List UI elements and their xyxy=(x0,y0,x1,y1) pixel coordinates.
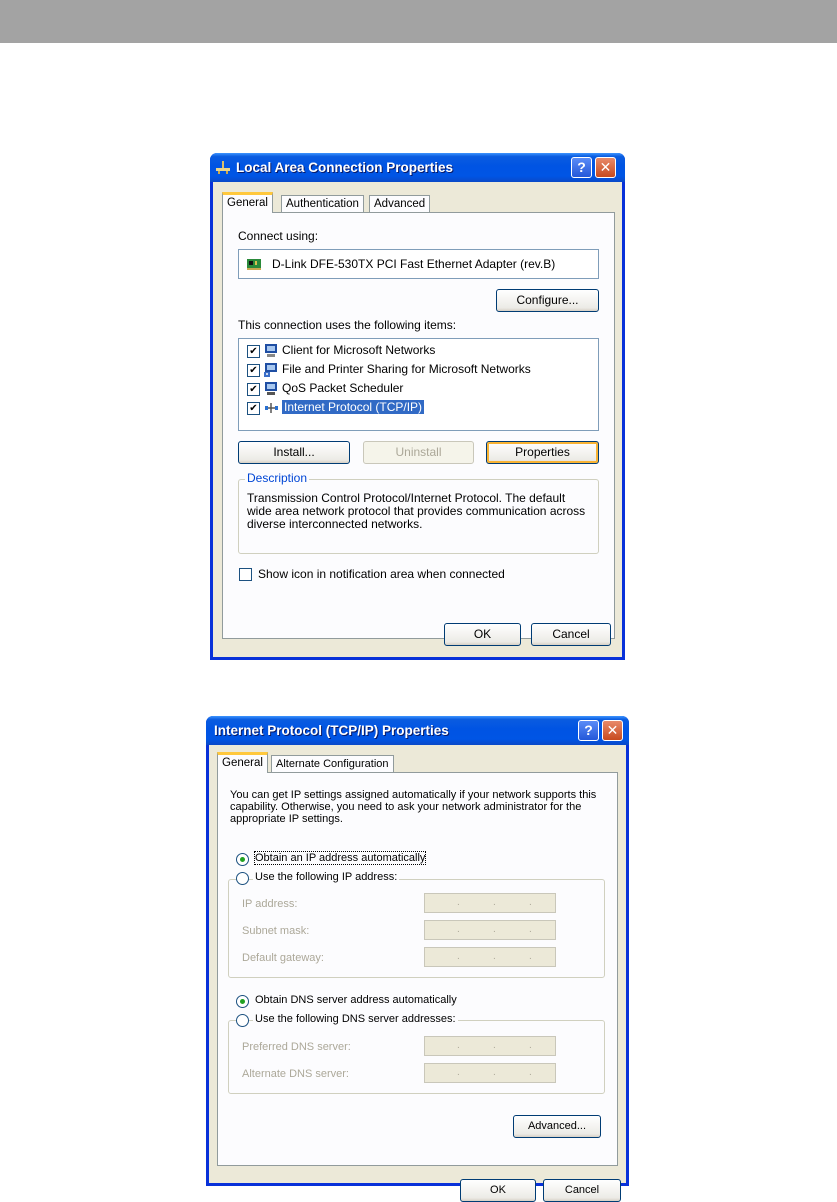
tab-alternate-configuration[interactable]: Alternate Configuration xyxy=(271,755,394,773)
obtain-dns-auto-radio[interactable] xyxy=(236,995,249,1008)
item-checkbox[interactable] xyxy=(247,364,260,377)
tcpip-titlebar[interactable] xyxy=(206,716,629,745)
properties-button[interactable]: Properties xyxy=(486,441,599,464)
default-gateway-field[interactable]: . . . xyxy=(424,947,556,967)
tab-general[interactable]: General xyxy=(217,752,268,773)
install-button[interactable]: Install... xyxy=(238,441,350,464)
obtain-dns-auto-label[interactable]: Obtain DNS server address automatically xyxy=(255,994,457,1006)
lan-properties-window xyxy=(210,153,625,660)
default-gateway-label: Default gateway: xyxy=(242,952,324,964)
top-gray-banner xyxy=(0,0,837,43)
lan-cancel-button[interactable]: Cancel xyxy=(531,623,611,646)
preferred-dns-field[interactable]: . . . xyxy=(424,1036,556,1056)
tcpip-ok-button[interactable]: OK xyxy=(460,1179,536,1202)
tab-advanced[interactable]: Advanced xyxy=(369,195,430,213)
adapter-name: D-Link DFE-530TX PCI Fast Ethernet Adapter (rev.B) xyxy=(272,257,556,271)
intro-text: You can get IP settings assigned automatically if your network supports this capability. Otherwise, you need to ask your network administrator for the appropriate IP settings. xyxy=(230,789,597,825)
lan-general-panel xyxy=(222,212,615,639)
protocol-icon xyxy=(264,400,279,415)
adapter-box xyxy=(238,249,599,279)
description-text: Transmission Control Protocol/Internet Protocol. The default wide area network protocol that provides communication across diverse interconnected networks. xyxy=(247,491,586,531)
obtain-ip-auto-radio[interactable] xyxy=(236,853,249,866)
advanced-button[interactable]: Advanced... xyxy=(513,1115,601,1138)
lan-ok-button[interactable]: OK xyxy=(444,623,521,646)
alternate-dns-label: Alternate DNS server: xyxy=(242,1068,349,1080)
items-label: This connection uses the following items: xyxy=(238,318,457,332)
show-icon-checkbox[interactable] xyxy=(239,568,252,581)
file-printer-sharing-icon xyxy=(264,362,279,377)
tcpip-cancel-button[interactable]: Cancel xyxy=(543,1179,621,1202)
connect-using-label: Connect using: xyxy=(238,229,319,243)
obtain-ip-auto-label[interactable]: Obtain an IP address automatically xyxy=(255,852,426,864)
configure-button[interactable]: Configure... xyxy=(496,289,599,312)
tab-authentication[interactable]: Authentication xyxy=(281,195,364,213)
item-checkbox[interactable] xyxy=(247,402,260,415)
list-item[interactable]: QoS Packet Scheduler xyxy=(282,381,404,395)
help-button[interactable]: ? xyxy=(571,157,592,178)
close-button[interactable]: ✕ xyxy=(602,720,623,741)
lan-client-area xyxy=(213,182,622,657)
network-client-icon xyxy=(264,343,279,358)
alternate-dns-field[interactable]: . . . xyxy=(424,1063,556,1083)
tab-general[interactable]: General xyxy=(222,192,273,213)
description-legend: Description xyxy=(247,471,308,485)
close-button[interactable]: ✕ xyxy=(595,157,616,178)
network-adapter-icon xyxy=(247,258,263,270)
ip-address-label: IP address: xyxy=(242,898,298,910)
help-button[interactable]: ? xyxy=(578,720,599,741)
list-item[interactable]: File and Printer Sharing for Microsoft Networks xyxy=(282,362,531,376)
tcpip-window-title: Internet Protocol (TCP/IP) Properties xyxy=(214,723,449,738)
list-item[interactable]: Client for Microsoft Networks xyxy=(282,343,436,357)
tcpip-client-area xyxy=(209,745,626,1196)
subnet-mask-label: Subnet mask: xyxy=(242,925,310,937)
use-following-ip-label[interactable]: Use the following IP address: xyxy=(255,871,398,883)
lan-window-title: Local Area Connection Properties xyxy=(236,160,454,175)
list-item-selected[interactable]: Internet Protocol (TCP/IP) xyxy=(284,400,423,414)
ip-address-field[interactable]: . . . xyxy=(424,893,556,913)
use-following-ip-radio[interactable] xyxy=(236,872,249,885)
tcpip-general-panel xyxy=(217,772,618,1166)
use-following-dns-radio[interactable] xyxy=(236,1014,249,1027)
preferred-dns-label: Preferred DNS server: xyxy=(242,1041,351,1053)
components-list[interactable] xyxy=(238,338,599,431)
item-checkbox[interactable] xyxy=(247,383,260,396)
item-checkbox[interactable] xyxy=(247,345,260,358)
qos-scheduler-icon xyxy=(264,381,279,396)
show-icon-label[interactable]: Show icon in notification area when connected xyxy=(258,567,505,581)
subnet-mask-field[interactable]: . . . xyxy=(424,920,556,940)
lan-titlebar[interactable] xyxy=(210,153,625,182)
use-following-dns-label[interactable]: Use the following DNS server addresses: xyxy=(255,1013,456,1025)
network-connection-icon xyxy=(215,159,231,175)
uninstall-button[interactable]: Uninstall xyxy=(363,441,474,464)
tcpip-properties-window xyxy=(206,716,629,1196)
